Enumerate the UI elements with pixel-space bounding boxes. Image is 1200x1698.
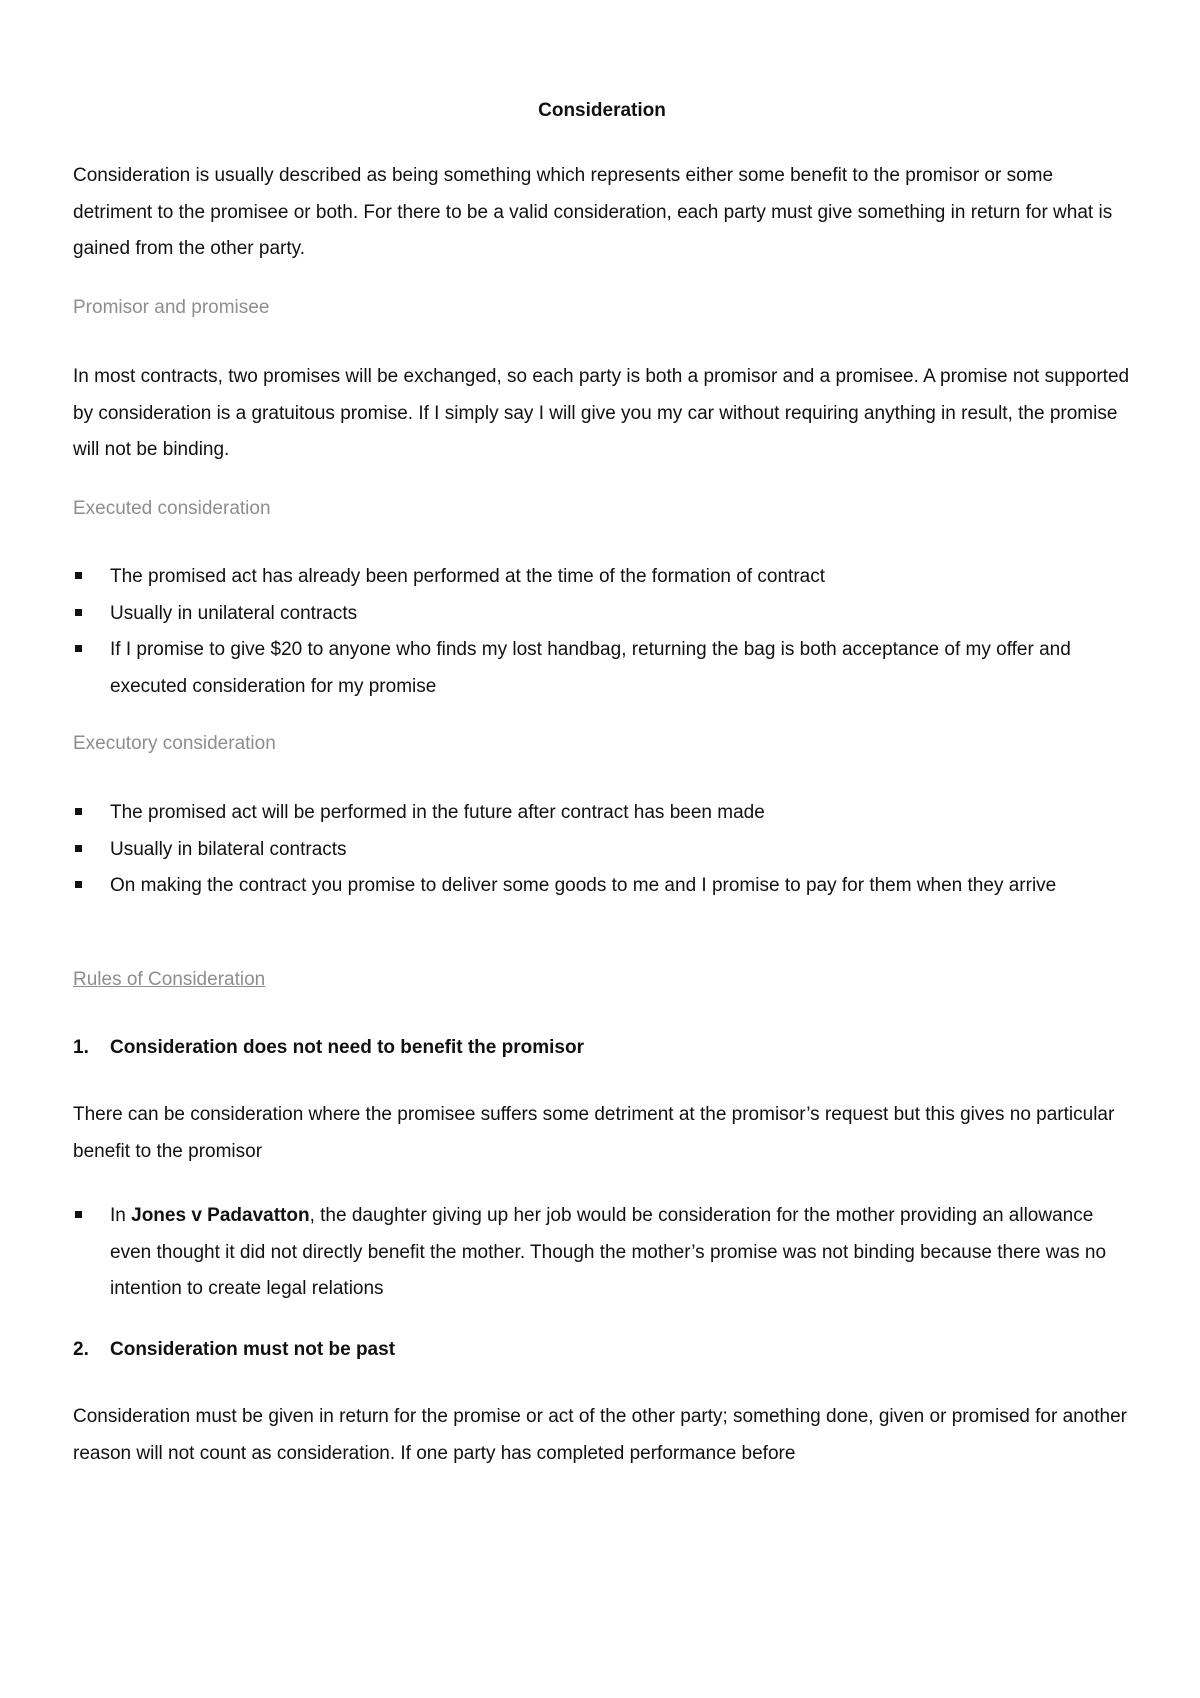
intro-paragraph: Consideration is usually described as being something which represents either some benefit to the promisor or some detriment to the promisee or both. For there to be a valid consideration, each party must give something in return for what is gained from the other party. bbox=[73, 165, 1113, 259]
list-item bbox=[73, 559, 1131, 596]
list-item bbox=[73, 868, 1131, 905]
bullet-icon bbox=[75, 845, 82, 852]
heading-rules-of-consideration: Rules of Consideration bbox=[73, 969, 266, 990]
list-item bbox=[73, 1198, 1131, 1308]
heading-executed-consideration: Executed consideration bbox=[73, 498, 271, 519]
list-item bbox=[73, 596, 1131, 633]
rule-number: 1. bbox=[73, 1037, 89, 1058]
list-item-text: On making the contract you promise to deliver some goods to me and I promise to pay for them when they arrive bbox=[110, 875, 1057, 896]
executory-bullet-list bbox=[73, 795, 1131, 905]
list-item bbox=[73, 632, 1131, 705]
promisor-paragraph: In most contracts, two promises will be exchanged, so each party is both a promisor and a promisee. A promise not supported by consideration is a gratuitous promise. If I simply say I will give you my car without requiring anything in result, the promise will not be binding. bbox=[73, 366, 1130, 460]
bullet-icon bbox=[75, 881, 82, 888]
list-item-text: Usually in unilateral contracts bbox=[110, 602, 358, 624]
rule-1-paragraph: There can be consideration where the promisee suffers some detriment at the promisor’s request but this gives no particular benefit to the promisor bbox=[73, 1104, 1115, 1162]
bullet-icon bbox=[75, 645, 82, 652]
heading-promisor-promisee: Promisor and promisee bbox=[73, 297, 270, 318]
bullet-icon bbox=[75, 572, 82, 579]
bullet-icon bbox=[75, 1211, 82, 1218]
case-name: Jones v Padavatton bbox=[131, 1205, 310, 1226]
rule-title: Consideration does not need to benefit the promisor bbox=[110, 1037, 584, 1058]
list-item-text: The promised act will be performed in the future after contract has been made bbox=[110, 802, 765, 823]
list-item-text: If I promise to give $20 to anyone who finds my lost handbag, returning the bag is both acceptance of my offer and executed consideration for my promise bbox=[110, 639, 1071, 697]
heading-executory-consideration: Executory consideration bbox=[73, 733, 276, 754]
rule-title: Consideration must not be past bbox=[110, 1339, 396, 1360]
rule-1-bullet-list bbox=[73, 1198, 1131, 1308]
bullet-icon bbox=[75, 609, 82, 616]
rule-2-paragraph: Consideration must be given in return for the promise or act of the other party; something done, given or promised for another reason will not count as consideration. If one party has completed performance before bbox=[73, 1406, 1128, 1464]
page-title: Consideration bbox=[538, 100, 666, 121]
rule-1-heading bbox=[73, 1030, 584, 1067]
rule-2-heading bbox=[73, 1332, 395, 1369]
rule-number: 2. bbox=[73, 1339, 89, 1360]
list-item-prefix: In bbox=[110, 1205, 132, 1226]
list-item bbox=[73, 795, 1131, 832]
list-item-text: The promised act has already been performed at the time of the formation of contract bbox=[110, 566, 825, 587]
bullet-icon bbox=[75, 808, 82, 815]
list-item-text: , the daughter giving up her job would be consideration for the mother providing an allowance even thought it did not directly benefit the mother. Though the mother’s promise was not binding because there was no intention to create legal relations bbox=[110, 1205, 1107, 1299]
executed-bullet-list bbox=[73, 559, 1131, 705]
list-item-text: Usually in bilateral contracts bbox=[110, 838, 347, 860]
list-item bbox=[73, 832, 1131, 869]
